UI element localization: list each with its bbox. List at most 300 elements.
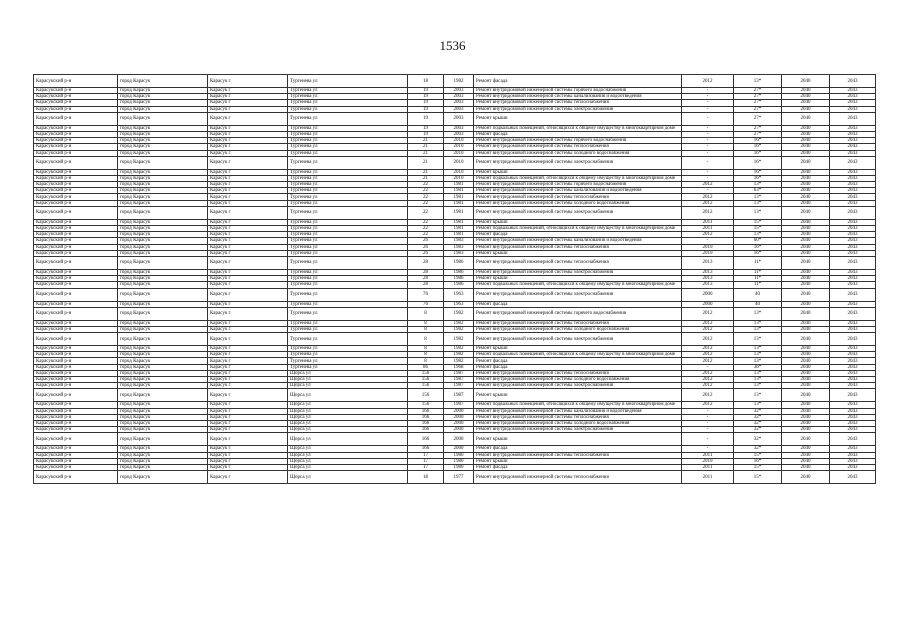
locality-cell: Карасук г [208, 389, 288, 402]
plan-start-year-cell: 2040 [782, 427, 830, 433]
work-type-cell: Ремонт внутридомовой инженерной системы канализования и водоотведения [474, 94, 682, 100]
work-type-cell: Ремонт внутридомовой инженерной системы теплоснабжения [474, 370, 682, 376]
last-repair-year-cell: 2000 [682, 288, 734, 301]
plan-start-year-cell: 2040 [782, 333, 830, 346]
wear-percent-cell: 13* [734, 358, 782, 364]
district-cell: Карасукский р-н [34, 244, 118, 250]
house-number-cell: 21 [408, 156, 444, 169]
house-number-cell: 8 [408, 352, 444, 358]
municipality-cell: город Карасук [118, 150, 208, 156]
wear-percent-cell: 13* [734, 232, 782, 238]
district-cell: Карасукский р-н [34, 100, 118, 106]
plan-start-year-cell: 2040 [782, 358, 830, 364]
street-cell: Щорса ул [288, 402, 408, 408]
wear-percent-cell: 13* [734, 389, 782, 402]
house-number-cell: 8 [408, 320, 444, 326]
locality-cell: Карасук г [208, 333, 288, 346]
table-row [34, 75, 876, 88]
wear-percent-cell: 15* [734, 452, 782, 458]
street-cell: Тургенева ул [288, 244, 408, 250]
house-number-cell: 21 [408, 150, 444, 156]
municipality-cell: город Карасук [118, 144, 208, 150]
plan-end-year-cell: 2043 [830, 346, 876, 352]
district-cell: Карасукский р-н [34, 377, 118, 383]
plan-start-year-cell: 2040 [782, 150, 830, 156]
work-type-cell: Ремонт подвальных помещений, относящихся к общему имуществу в многоквартирном доме [474, 352, 682, 358]
plan-end-year-cell: 2043 [830, 389, 876, 402]
work-type-cell: Ремонт подвальных помещений, относящихся к общему имуществу в многоквартирном доме [474, 125, 682, 131]
wear-percent-cell: 13* [734, 346, 782, 352]
locality-cell: Карасук г [208, 238, 288, 244]
street-cell: Тургенева ул [288, 156, 408, 169]
plan-end-year-cell: 2043 [830, 206, 876, 219]
house-number-cell: 19 [408, 131, 444, 137]
plan-start-year-cell: 2040 [782, 244, 830, 250]
municipality-cell: город Карасук [118, 131, 208, 137]
plan-end-year-cell: 2043 [830, 370, 876, 376]
locality-cell: Карасук г [208, 433, 288, 446]
street-cell: Щорса ул [288, 433, 408, 446]
locality-cell: Карасук г [208, 414, 288, 420]
work-type-cell: Ремонт крыши [474, 112, 682, 125]
wear-percent-cell: 13* [734, 307, 782, 320]
municipality-cell: город Карасук [118, 352, 208, 358]
district-cell: Карасукский р-н [34, 112, 118, 125]
build-year-cell: 1980 [444, 458, 474, 464]
plan-end-year-cell: 2043 [830, 182, 876, 188]
plan-start-year-cell: 2040 [782, 320, 830, 326]
district-cell: Карасукский р-н [34, 458, 118, 464]
municipality-cell: город Карасук [118, 188, 208, 194]
municipality-cell: город Карасук [118, 464, 208, 470]
plan-end-year-cell: 2043 [830, 282, 876, 288]
locality-cell: Карасук г [208, 244, 288, 250]
plan-end-year-cell: 2043 [830, 269, 876, 275]
locality-cell: Карасук г [208, 320, 288, 326]
plan-start-year-cell: 2040 [782, 364, 830, 370]
last-repair-year-cell: 2013 [682, 269, 734, 275]
table-row [34, 471, 876, 484]
table-row [34, 206, 876, 219]
locality-cell: Карасук г [208, 383, 288, 389]
build-year-cell: 1982 [444, 358, 474, 364]
district-cell: Карасукский р-н [34, 352, 118, 358]
wear-percent-cell: 11* [734, 256, 782, 269]
plan-end-year-cell: 2043 [830, 156, 876, 169]
build-year-cell: 1977 [444, 471, 474, 484]
street-cell: Тургенева ул [288, 169, 408, 175]
street-cell: Тургенева ул [288, 112, 408, 125]
street-cell: Тургенева ул [288, 144, 408, 150]
plan-start-year-cell: 2040 [782, 200, 830, 206]
plan-end-year-cell: 2043 [830, 414, 876, 420]
house-number-cell: 28 [408, 276, 444, 282]
locality-cell: Карасук г [208, 464, 288, 470]
street-cell: Тургенева ул [288, 282, 408, 288]
plan-start-year-cell: 2040 [782, 125, 830, 131]
last-repair-year-cell: - [682, 88, 734, 94]
locality-cell: Карасук г [208, 420, 288, 426]
street-cell: Тургенева ул [288, 256, 408, 269]
wear-percent-cell: 16* [734, 144, 782, 150]
street-cell: Тургенева ул [288, 226, 408, 232]
plan-end-year-cell: 2043 [830, 138, 876, 144]
district-cell: Карасукский р-н [34, 182, 118, 188]
street-cell: Тургенева ул [288, 106, 408, 112]
build-year-cell: 1981 [444, 226, 474, 232]
plan-start-year-cell: 2040 [782, 169, 830, 175]
build-year-cell: 1983 [444, 238, 474, 244]
build-year-cell: 1981 [444, 219, 474, 225]
municipality-cell: город Карасук [118, 125, 208, 131]
plan-start-year-cell: 2040 [782, 346, 830, 352]
work-type-cell: Ремонт внутридомовой инженерной системы теплоснабжения [474, 100, 682, 106]
last-repair-year-cell: - [682, 156, 734, 169]
locality-cell: Карасук г [208, 131, 288, 137]
locality-cell: Карасук г [208, 326, 288, 332]
plan-end-year-cell: 2043 [830, 377, 876, 383]
last-repair-year-cell: 2012 [682, 307, 734, 320]
wear-percent-cell: 32* [734, 433, 782, 446]
house-number-cell: 22 [408, 226, 444, 232]
build-year-cell: 1980 [444, 464, 474, 470]
municipality-cell: город Карасук [118, 100, 208, 106]
last-repair-year-cell: - [682, 131, 734, 137]
district-cell: Карасукский р-н [34, 446, 118, 452]
plan-start-year-cell: 2040 [782, 88, 830, 94]
plan-end-year-cell: 2043 [830, 244, 876, 250]
house-number-cell: 156 [408, 370, 444, 376]
district-cell: Карасукский р-н [34, 94, 118, 100]
locality-cell: Карасук г [208, 358, 288, 364]
work-type-cell: Ремонт внутридомовой инженерной системы холодного водоснабжения [474, 377, 682, 383]
municipality-cell: город Карасук [118, 75, 208, 88]
plan-start-year-cell: 2040 [782, 250, 830, 256]
build-year-cell: 1968 [444, 364, 474, 370]
plan-start-year-cell: 2040 [782, 433, 830, 446]
wear-percent-cell: 16* [734, 138, 782, 144]
last-repair-year-cell: - [682, 175, 734, 181]
wear-percent-cell: 13* [734, 377, 782, 383]
work-type-cell: Ремонт внутридомовой инженерной системы холодного водоснабжения [474, 326, 682, 332]
street-cell: Тургенева ул [288, 219, 408, 225]
municipality-cell: город Карасук [118, 226, 208, 232]
house-number-cell: 19 [408, 112, 444, 125]
locality-cell: Карасук г [208, 427, 288, 433]
build-year-cell: 1982 [444, 326, 474, 332]
street-cell: Тургенева ул [288, 232, 408, 238]
house-number-cell: 76 [408, 288, 444, 301]
last-repair-year-cell: 2012 [682, 200, 734, 206]
wear-percent-cell: 13* [734, 383, 782, 389]
house-number-cell: 19 [408, 94, 444, 100]
build-year-cell: 2003 [444, 106, 474, 112]
plan-end-year-cell: 2043 [830, 464, 876, 470]
plan-start-year-cell: 2040 [782, 238, 830, 244]
plan-start-year-cell: 2040 [782, 452, 830, 458]
wear-percent-cell: 13* [734, 75, 782, 88]
wear-percent-cell: 13* [734, 326, 782, 332]
last-repair-year-cell: 2012 [682, 75, 734, 88]
work-type-cell: Ремонт внутридомовой инженерной системы электроснабжения [474, 333, 682, 346]
municipality-cell: город Карасук [118, 200, 208, 206]
street-cell: Щорса ул [288, 370, 408, 376]
municipality-cell: город Карасук [118, 471, 208, 484]
build-year-cell: 1981 [444, 182, 474, 188]
plan-start-year-cell: 2040 [782, 138, 830, 144]
plan-start-year-cell: 2040 [782, 156, 830, 169]
locality-cell: Карасук г [208, 352, 288, 358]
house-number-cell: 8 [408, 333, 444, 346]
build-year-cell: 1983 [444, 250, 474, 256]
house-number-cell: 22 [408, 188, 444, 194]
build-year-cell: 2003 [444, 112, 474, 125]
work-type-cell: Ремонт крыши [474, 250, 682, 256]
district-cell: Карасукский р-н [34, 370, 118, 376]
house-number-cell: 166 [408, 433, 444, 446]
municipality-cell: город Карасук [118, 420, 208, 426]
wear-percent-cell: 16* [734, 458, 782, 464]
street-cell: Тургенева ул [288, 238, 408, 244]
district-cell: Карасукский р-н [34, 144, 118, 150]
municipality-cell: город Карасук [118, 112, 208, 125]
district-cell: Карасукский р-н [34, 150, 118, 156]
wear-percent-cell: 36* [734, 364, 782, 370]
locality-cell: Карасук г [208, 276, 288, 282]
district-cell: Карасукский р-н [34, 402, 118, 408]
plan-end-year-cell: 2043 [830, 175, 876, 181]
street-cell: Тургенева ул [288, 206, 408, 219]
street-cell: Тургенева ул [288, 358, 408, 364]
wear-percent-cell: 13* [734, 352, 782, 358]
plan-start-year-cell: 2040 [782, 206, 830, 219]
plan-start-year-cell: 2040 [782, 370, 830, 376]
work-type-cell: Ремонт внутридомовой инженерной системы теплоснабжения [474, 144, 682, 150]
house-number-cell: 17 [408, 452, 444, 458]
municipality-cell: город Карасук [118, 377, 208, 383]
district-cell: Карасукский р-н [34, 194, 118, 200]
plan-start-year-cell: 2040 [782, 288, 830, 301]
municipality-cell: город Карасук [118, 138, 208, 144]
plan-start-year-cell: 2040 [782, 276, 830, 282]
house-number-cell: 21 [408, 144, 444, 150]
last-repair-year-cell: 2012 [682, 389, 734, 402]
house-number-cell: 28 [408, 256, 444, 269]
work-type-cell: Ремонт подвальных помещений, относящихся к общему имуществу в многоквартирном доме [474, 226, 682, 232]
district-cell: Карасукский р-н [34, 452, 118, 458]
plan-start-year-cell: 2040 [782, 326, 830, 332]
district-cell: Карасукский р-н [34, 471, 118, 484]
plan-start-year-cell: 2040 [782, 94, 830, 100]
municipality-cell: город Карасук [118, 446, 208, 452]
district-cell: Карасукский р-н [34, 156, 118, 169]
wear-percent-cell: 16* [734, 175, 782, 181]
build-year-cell: 2010 [444, 169, 474, 175]
build-year-cell: 1986 [444, 269, 474, 275]
build-year-cell: 1987 [444, 389, 474, 402]
district-cell: Карасукский р-н [34, 358, 118, 364]
build-year-cell: 1987 [444, 377, 474, 383]
house-number-cell: 21 [408, 138, 444, 144]
district-cell: Карасукский р-н [34, 326, 118, 332]
street-cell: Тургенева ул [288, 276, 408, 282]
last-repair-year-cell: - [682, 188, 734, 194]
street-cell: Тургенева ул [288, 188, 408, 194]
locality-cell: Карасук г [208, 250, 288, 256]
work-type-cell: Ремонт внутридомовой инженерной системы горячего водоснабжения [474, 182, 682, 188]
plan-end-year-cell: 2043 [830, 433, 876, 446]
house-number-cell: 166 [408, 420, 444, 426]
district-cell: Карасукский р-н [34, 307, 118, 320]
work-type-cell: Ремонт внутридомовой инженерной системы горячего водоснабжения [474, 88, 682, 94]
build-year-cell: 2003 [444, 94, 474, 100]
last-repair-year-cell: 2000 [682, 301, 734, 307]
work-type-cell: Ремонт внутридомовой инженерной системы теплоснабжения [474, 320, 682, 326]
plan-end-year-cell: 2043 [830, 125, 876, 131]
street-cell: Тургенева ул [288, 301, 408, 307]
locality-cell: Карасук г [208, 188, 288, 194]
plan-end-year-cell: 2043 [830, 144, 876, 150]
municipality-cell: город Карасук [118, 206, 208, 219]
build-year-cell: 2000 [444, 414, 474, 420]
last-repair-year-cell: 2012 [682, 182, 734, 188]
work-type-cell: Ремонт фасада [474, 301, 682, 307]
last-repair-year-cell: 2012 [682, 383, 734, 389]
last-repair-year-cell: 2012 [682, 320, 734, 326]
locality-cell: Карасук г [208, 364, 288, 370]
street-cell: Щорса ул [288, 446, 408, 452]
municipality-cell: город Карасук [118, 333, 208, 346]
municipality-cell: город Карасук [118, 389, 208, 402]
plan-end-year-cell: 2043 [830, 88, 876, 94]
plan-end-year-cell: 2043 [830, 326, 876, 332]
house-number-cell: 8 [408, 307, 444, 320]
house-number-cell: 22 [408, 206, 444, 219]
street-cell: Тургенева ул [288, 182, 408, 188]
build-year-cell: 1982 [444, 75, 474, 88]
build-year-cell: 2010 [444, 144, 474, 150]
municipality-cell: город Карасук [118, 288, 208, 301]
street-cell: Щорса ул [288, 383, 408, 389]
wear-percent-cell: 40 [734, 288, 782, 301]
work-type-cell: Ремонт внутридомовой инженерной системы холодного водоснабжения [474, 150, 682, 156]
build-year-cell: 2000 [444, 427, 474, 433]
street-cell: Тургенева ул [288, 250, 408, 256]
locality-cell: Карасук г [208, 346, 288, 352]
street-cell: Тургенева ул [288, 288, 408, 301]
plan-start-year-cell: 2040 [782, 464, 830, 470]
municipality-cell: город Карасук [118, 346, 208, 352]
last-repair-year-cell: 2012 [682, 232, 734, 238]
street-cell: Щорса ул [288, 452, 408, 458]
street-cell: Тургенева ул [288, 88, 408, 94]
build-year-cell: 2003 [444, 100, 474, 106]
plan-end-year-cell: 2043 [830, 408, 876, 414]
last-repair-year-cell: - [682, 408, 734, 414]
street-cell: Тургенева ул [288, 194, 408, 200]
district-cell: Карасукский р-н [34, 250, 118, 256]
locality-cell: Карасук г [208, 175, 288, 181]
municipality-cell: город Карасук [118, 282, 208, 288]
last-repair-year-cell: 2011 [682, 452, 734, 458]
wear-percent-cell: 27* [734, 131, 782, 137]
last-repair-year-cell: - [682, 169, 734, 175]
plan-start-year-cell: 2040 [782, 414, 830, 420]
work-type-cell: Ремонт внутридомовой инженерной системы теплоснабжения [474, 471, 682, 484]
wear-percent-cell: 13* [734, 206, 782, 219]
table-row [34, 112, 876, 125]
last-repair-year-cell: 2012 [682, 352, 734, 358]
plan-start-year-cell: 2040 [782, 226, 830, 232]
work-type-cell: Ремонт внутридомовой инженерной системы канализования и водоотведения [474, 238, 682, 244]
district-cell: Карасукский р-н [34, 219, 118, 225]
plan-end-year-cell: 2043 [830, 256, 876, 269]
street-cell: Тургенева ул [288, 131, 408, 137]
plan-start-year-cell: 2040 [782, 112, 830, 125]
locality-cell: Карасук г [208, 194, 288, 200]
work-type-cell: Ремонт крыши [474, 433, 682, 446]
district-cell: Карасукский р-н [34, 427, 118, 433]
plan-end-year-cell: 2043 [830, 307, 876, 320]
locality-cell: Карасук г [208, 232, 288, 238]
house-number-cell: 166 [408, 446, 444, 452]
work-type-cell: Ремонт внутридомовой инженерной системы электроснабжения [474, 427, 682, 433]
wear-percent-cell: 60* [734, 238, 782, 244]
wear-percent-cell: 16* [734, 150, 782, 156]
plan-start-year-cell: 2040 [782, 383, 830, 389]
municipality-cell: город Карасук [118, 452, 208, 458]
last-repair-year-cell: - [682, 100, 734, 106]
house-number-cell: 26 [408, 238, 444, 244]
street-cell: Щорса ул [288, 458, 408, 464]
locality-cell: Карасук г [208, 377, 288, 383]
build-year-cell: 2000 [444, 420, 474, 426]
house-number-cell: 28 [408, 282, 444, 288]
municipality-cell: город Карасук [118, 106, 208, 112]
plan-end-year-cell: 2043 [830, 75, 876, 88]
wear-percent-cell: 15* [734, 471, 782, 484]
last-repair-year-cell: - [682, 94, 734, 100]
plan-start-year-cell: 2040 [782, 219, 830, 225]
last-repair-year-cell: 2012 [682, 194, 734, 200]
plan-end-year-cell: 2043 [830, 131, 876, 137]
build-year-cell: 1982 [444, 320, 474, 326]
wear-percent-cell: 13* [734, 402, 782, 408]
municipality-cell: город Карасук [118, 250, 208, 256]
municipality-cell: город Карасук [118, 276, 208, 282]
wear-percent-cell: 40 [734, 301, 782, 307]
municipality-cell: город Карасук [118, 402, 208, 408]
street-cell: Щорса ул [288, 420, 408, 426]
wear-percent-cell: 32* [734, 420, 782, 426]
work-type-cell: Ремонт фасада [474, 75, 682, 88]
build-year-cell: 1981 [444, 206, 474, 219]
plan-end-year-cell: 2043 [830, 471, 876, 484]
municipality-cell: город Карасук [118, 414, 208, 420]
build-year-cell: 1986 [444, 282, 474, 288]
district-cell: Карасукский р-н [34, 383, 118, 389]
last-repair-year-cell: 2013 [682, 282, 734, 288]
last-repair-year-cell: - [682, 150, 734, 156]
plan-end-year-cell: 2043 [830, 219, 876, 225]
house-number-cell: 19 [408, 106, 444, 112]
locality-cell: Карасук г [208, 88, 288, 94]
plan-start-year-cell: 2040 [782, 106, 830, 112]
work-type-cell: Ремонт внутридомовой инженерной системы электроснабжения [474, 288, 682, 301]
locality-cell: Карасук г [208, 206, 288, 219]
plan-start-year-cell: 2040 [782, 232, 830, 238]
work-type-cell: Ремонт внутридомовой инженерной системы холодного водоснабжения [474, 200, 682, 206]
